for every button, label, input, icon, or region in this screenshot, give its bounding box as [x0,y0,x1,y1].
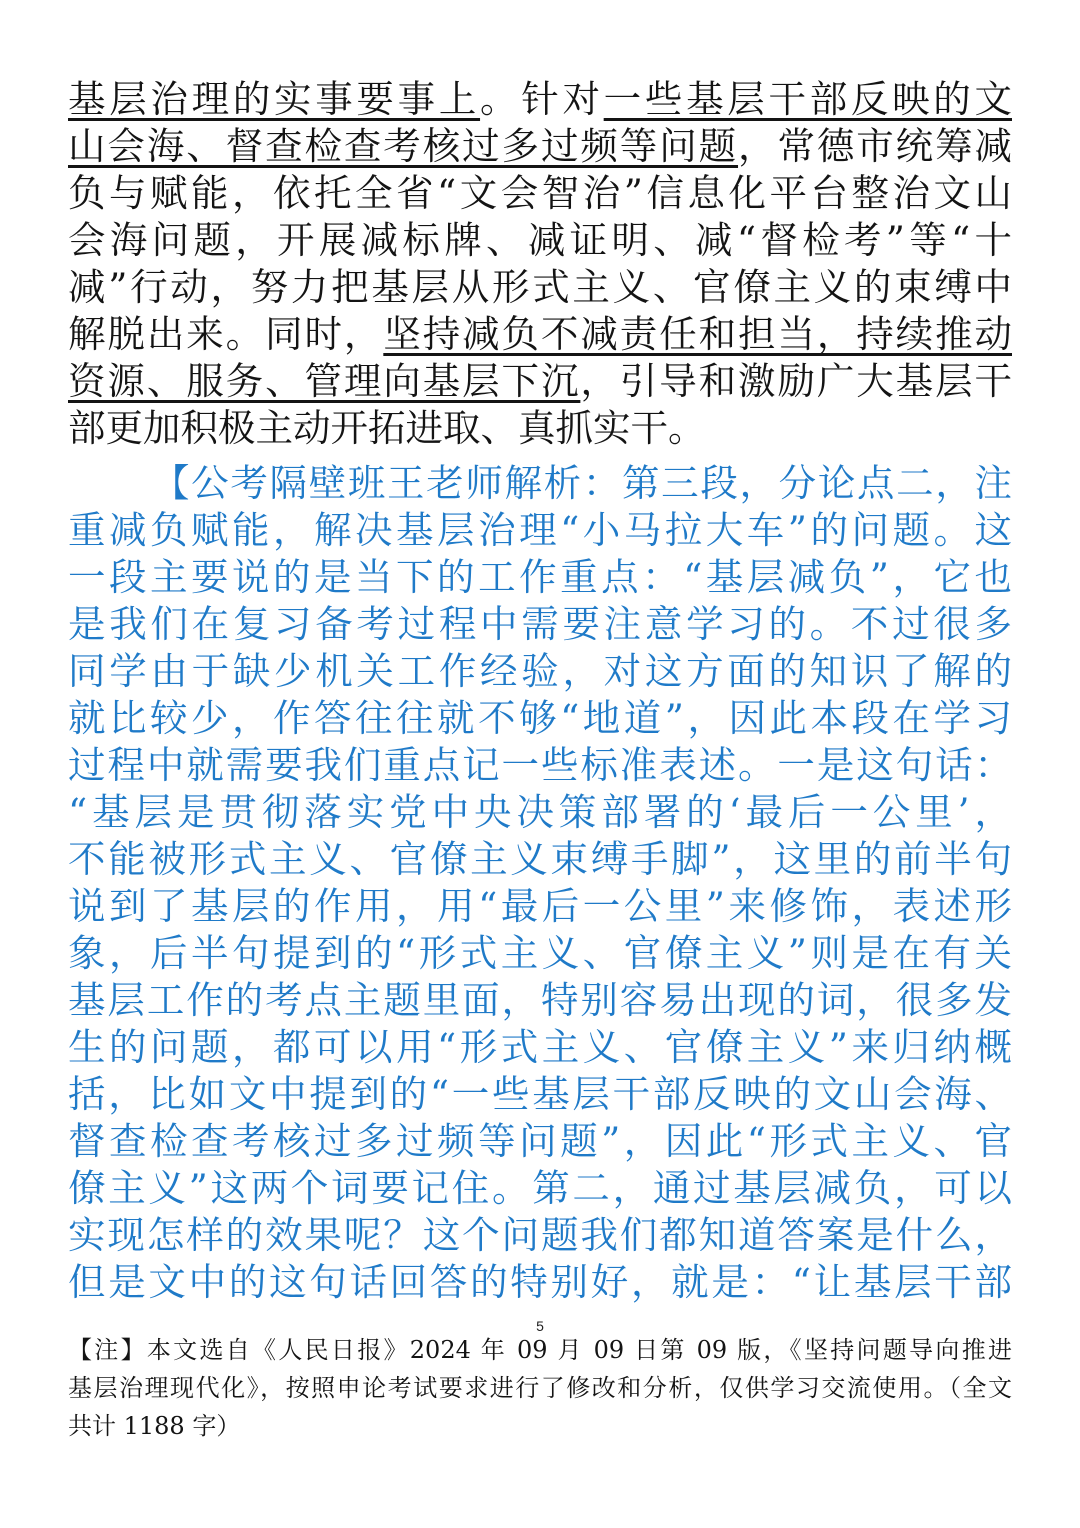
article-line [68,123,1012,169]
article-line [68,264,1012,310]
text-segment: 。针对 [480,77,604,121]
note-line: 共计 1188 字） [68,1412,241,1440]
text-segment: 负与赋能，依托全省“文会智治”信息化平台整治文山 [68,171,1012,215]
underlined-text: 基层治理的实事要事上 [68,77,481,121]
article-line [68,76,1012,122]
analysis-line: “基层是贯彻落实党中央决策部署的‘最后一公里’， [68,790,1012,834]
analysis-line: 过程中就需要我们重点记一些标准表述。一是这句话： [68,743,1012,787]
analysis-line: 象，后半句提到的“形式主义、官僚主义”则是在有关 [68,931,1012,975]
underlined-text: 一些基层干部反映的文 [603,77,1012,121]
article-line [68,170,1012,216]
text-segment: ，常德市统筹减 [738,124,1012,168]
note-line: 【注】本文选自《人民日报》2024 年 09 月 09 日第 09 版，《坚持问题导向推进 [68,1336,1012,1364]
text-segment: 解脱出来。同时， [68,312,384,356]
analysis-line: 生的问题，都可以用“形式主义、官僚主义”来归纳概 [68,1025,1012,1069]
page-number: 5 [536,1318,544,1334]
analysis-line: 说到了基层的作用，用“最后一公里”来修饰，表述形 [68,884,1012,928]
analysis-line: 基层工作的考点主题里面，特别容易出现的词，很多发 [68,978,1012,1022]
analysis-line: 同学由于缺少机关工作经验，对这方面的知识了解的 [68,649,1012,693]
analysis-line: 僚主义”这两个词要记住。第二，通过基层减负，可以 [68,1166,1012,1210]
text-segment: 会海问题，开展减标牌、减证明、减“督检考”等“十 [68,218,1012,262]
article-line [68,311,1012,357]
article-line [68,405,1012,451]
underlined-text: 坚持减负不减责任和担当，持续推动 [383,312,1012,356]
article-line [68,217,1012,263]
underlined-text: 山会海、督查检查考核过多过频等问题 [68,124,739,168]
text-segment: 部更加积极主动开拓进取、真抓实干。 [68,406,706,450]
analysis-line: 是我们在复习备考过程中需要注意学习的。不过很多 [68,602,1012,646]
analysis-line: 但是文中的这句话回答的特别好，就是：“让基层干部 [68,1260,1012,1304]
analysis-line: 【公考隔壁班王老师解析：第三段，分论点二，注 [152,461,1012,505]
article-line [68,358,1012,404]
analysis-line: 实现怎样的效果呢？这个问题我们都知道答案是什么， [68,1213,1012,1257]
text-segment: 减”行动，努力把基层从形式主义、官僚主义的束缚中 [68,265,1012,309]
analysis-line: 重减负赋能，解决基层治理“小马拉大车”的问题。这 [68,508,1012,552]
note-line: 基层治理现代化》，按照申论考试要求进行了修改和分析，仅供学习交流使用。（全文 [68,1374,1012,1402]
analysis-line: 督查检查考核过多过频等问题”，因此“形式主义、官 [68,1119,1012,1163]
analysis-line: 一段主要说的是当下的工作重点：“基层减负”，它也 [68,555,1012,599]
analysis-line: 就比较少，作答往往就不够“地道”，因此本段在学习 [68,696,1012,740]
analysis-line: 括，比如文中提到的“一些基层干部反映的文山会海、 [68,1072,1012,1116]
analysis-line: 不能被形式主义、官僚主义束缚手脚”，这里的前半句 [68,837,1012,881]
underlined-text: 资源、服务、管理向基层下沉 [68,359,581,403]
text-segment: ，引导和激励广大基层干 [580,359,1012,403]
